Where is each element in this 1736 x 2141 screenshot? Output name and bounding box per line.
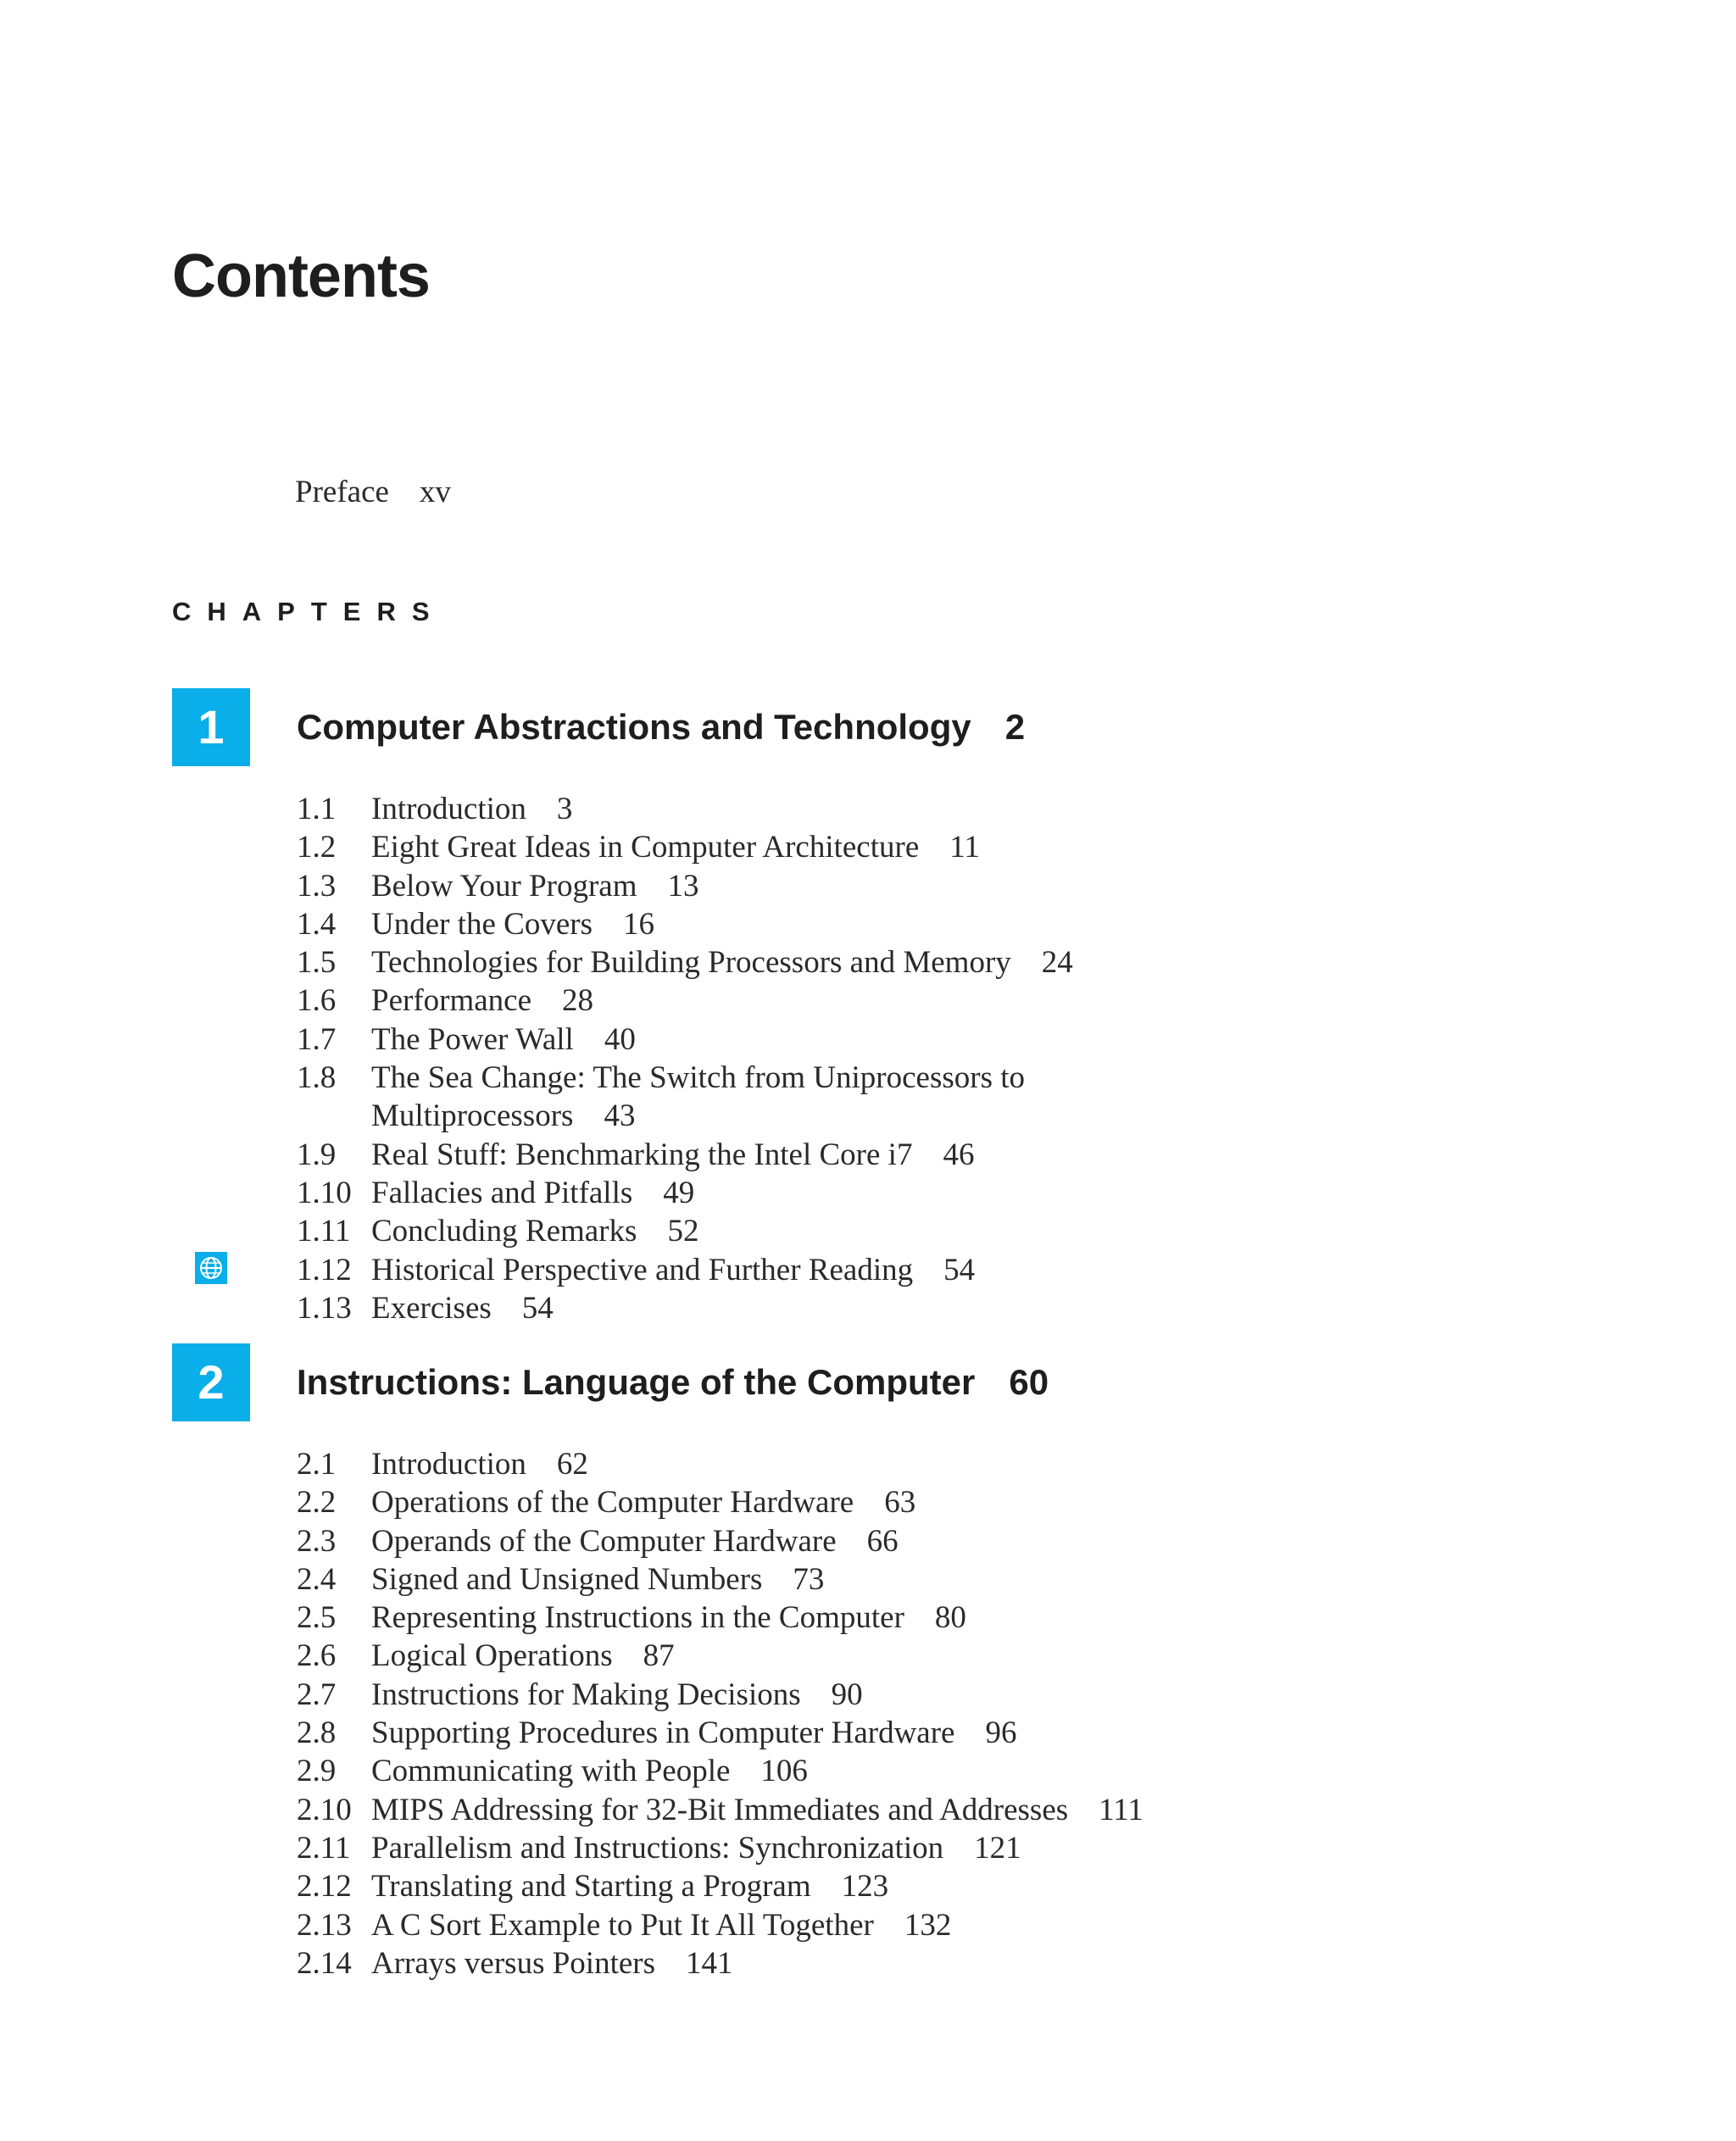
section-page: 40 xyxy=(604,1021,636,1057)
section-title: Technologies for Building Processors and Memory xyxy=(371,945,1011,981)
section-title: Below Your Program xyxy=(371,868,637,904)
section-number: 2.6 xyxy=(297,1638,337,1674)
section-number: 2.4 xyxy=(297,1561,337,1597)
section-page: 90 xyxy=(831,1677,863,1712)
section-title: Representing Instructions in the Computer xyxy=(371,1600,904,1636)
section-number: 1.3 xyxy=(297,868,337,904)
section-title: Instructions for Making Decisions xyxy=(371,1677,801,1712)
section-number: 1.5 xyxy=(297,945,337,981)
section-page: 111 xyxy=(1099,1792,1143,1827)
section-title: Supporting Procedures in Computer Hardware xyxy=(371,1716,955,1751)
chapter-2-title[interactable] xyxy=(297,1362,1049,1402)
section-title: Operations of the Computer Hardware xyxy=(371,1485,854,1521)
chapter-1-badge: 1 xyxy=(172,688,250,766)
section-title: Concluding Remarks xyxy=(371,1214,637,1249)
section-title: Introduction xyxy=(371,1447,526,1482)
section-title: Multiprocessors xyxy=(371,1098,574,1134)
section-title: A C Sort Example to Put It All Together xyxy=(371,1907,874,1943)
section-number: 2.10 xyxy=(297,1792,352,1827)
section-entry[interactable] xyxy=(297,1637,1143,1675)
section-number: 2.3 xyxy=(297,1523,337,1559)
section-entry[interactable] xyxy=(297,1251,1073,1289)
section-number xyxy=(297,1097,371,1135)
chapter-1-section-list xyxy=(297,790,1073,1327)
section-entry[interactable] xyxy=(297,1522,1143,1560)
section-title: Arrays versus Pointers xyxy=(371,1945,656,1981)
section-number: 1.13 xyxy=(297,1290,352,1326)
section-page: 73 xyxy=(793,1561,825,1597)
section-entry[interactable] xyxy=(297,943,1073,982)
section-page: 121 xyxy=(974,1830,1021,1866)
section-title: Logical Operations xyxy=(371,1638,613,1674)
section-title: Under the Covers xyxy=(371,906,593,942)
section-page: 62 xyxy=(556,1447,588,1482)
preface-page: xv xyxy=(419,475,451,509)
section-title: Real Stuff: Benchmarking the Intel Core i7 xyxy=(371,1137,913,1172)
section-entry[interactable] xyxy=(297,1791,1143,1829)
section-title: Signed and Unsigned Numbers xyxy=(371,1561,763,1597)
section-number: 1.9 xyxy=(297,1137,337,1172)
section-page: 52 xyxy=(667,1214,699,1249)
section-number: 1.10 xyxy=(297,1175,352,1210)
page-title: Contents xyxy=(172,242,430,310)
section-page: 49 xyxy=(663,1175,695,1210)
section-entry[interactable] xyxy=(297,1752,1143,1790)
section-entry[interactable] xyxy=(297,1059,1073,1097)
section-entry[interactable] xyxy=(297,1483,1143,1521)
section-title: Eight Great Ideas in Computer Architecture xyxy=(371,830,920,865)
section-page: 141 xyxy=(686,1945,733,1981)
section-number: 2.9 xyxy=(297,1754,337,1789)
section-number: 1.11 xyxy=(297,1214,351,1249)
section-title: Operands of the Computer Hardware xyxy=(371,1523,837,1559)
chapter-title-text: Computer Abstractions and Technology xyxy=(297,707,971,747)
section-number: 2.7 xyxy=(297,1677,337,1712)
section-number: 2.2 xyxy=(297,1485,337,1521)
section-number: 1.8 xyxy=(297,1060,337,1096)
section-title: Parallelism and Instructions: Synchronization xyxy=(371,1830,944,1866)
chapter-page: 60 xyxy=(1009,1362,1049,1402)
section-title: Communicating with People xyxy=(371,1754,731,1789)
section-number: 2.11 xyxy=(297,1830,351,1866)
section-number: 2.1 xyxy=(297,1447,337,1482)
section-page: 3 xyxy=(556,792,573,826)
section-number: 1.6 xyxy=(297,983,337,1019)
section-page: 66 xyxy=(866,1523,899,1559)
section-entry[interactable] xyxy=(297,1676,1143,1714)
section-entry[interactable] xyxy=(297,1714,1143,1752)
section-entry[interactable] xyxy=(297,1020,1073,1059)
section-page: 132 xyxy=(904,1907,952,1943)
section-title: The Sea Change: The Switch from Uniprocessors to xyxy=(371,1060,1026,1096)
section-entry[interactable] xyxy=(297,1829,1143,1867)
section-page: 43 xyxy=(604,1098,636,1134)
chapters-heading: CHAPTERS xyxy=(172,597,446,626)
section-entry[interactable] xyxy=(297,1212,1073,1250)
section-entry[interactable] xyxy=(297,1906,1143,1944)
chapter-2-badge: 2 xyxy=(172,1343,250,1421)
section-title: Fallacies and Pitfalls xyxy=(371,1175,633,1210)
preface-label: Preface xyxy=(295,475,389,509)
section-page: 106 xyxy=(760,1754,808,1789)
section-entry[interactable] xyxy=(297,1136,1073,1174)
section-page: 24 xyxy=(1041,945,1073,981)
section-number: 1.12 xyxy=(297,1252,352,1287)
section-page: 16 xyxy=(623,906,654,942)
section-page: 28 xyxy=(562,983,594,1019)
section-title: Historical Perspective and Further Reading xyxy=(371,1252,914,1287)
chapter-title-text: Instructions: Language of the Computer xyxy=(297,1362,976,1402)
chapter-2-section-list xyxy=(297,1445,1143,1983)
section-page: 80 xyxy=(934,1600,966,1636)
section-title: The Power Wall xyxy=(371,1021,574,1057)
section-page: 54 xyxy=(521,1290,554,1326)
section-title: Exercises xyxy=(371,1290,492,1326)
section-entry[interactable] xyxy=(297,1445,1143,1483)
globe-icon xyxy=(195,1252,227,1284)
section-title: Introduction xyxy=(371,792,526,826)
preface-entry[interactable] xyxy=(295,471,451,514)
section-page: 13 xyxy=(667,868,699,904)
section-title: Translating and Starting a Program xyxy=(371,1869,811,1905)
section-page: 54 xyxy=(943,1252,976,1287)
section-entry[interactable] xyxy=(297,828,1073,866)
section-entry[interactable] xyxy=(297,1560,1143,1599)
section-title: Performance xyxy=(371,983,532,1019)
section-page: 96 xyxy=(985,1716,1017,1751)
section-number: 2.14 xyxy=(297,1945,352,1981)
section-entry[interactable] xyxy=(297,1599,1143,1637)
section-number: 1.2 xyxy=(297,830,337,865)
chapter-1-title[interactable] xyxy=(297,709,1025,745)
section-entry[interactable] xyxy=(297,1174,1073,1212)
section-entry[interactable] xyxy=(297,867,1073,905)
section-number: 2.8 xyxy=(297,1716,337,1751)
section-page: 123 xyxy=(841,1869,889,1905)
section-number: 1.4 xyxy=(297,906,337,942)
section-entry[interactable] xyxy=(297,1289,1073,1327)
section-entry[interactable] xyxy=(297,790,1073,828)
section-entry[interactable] xyxy=(297,905,1073,943)
section-page: 63 xyxy=(884,1485,916,1521)
chapter-page: 2 xyxy=(1004,707,1026,747)
section-page: 46 xyxy=(943,1137,975,1172)
section-number: 1.7 xyxy=(297,1021,337,1057)
section-entry[interactable] xyxy=(297,982,1073,1020)
section-number: 2.13 xyxy=(297,1907,352,1943)
section-title: MIPS Addressing for 32-Bit Immediates and Addresses xyxy=(371,1792,1069,1827)
section-page: 11 xyxy=(949,830,980,865)
section-entry[interactable] xyxy=(297,1944,1143,1983)
section-page: 87 xyxy=(643,1638,675,1674)
section-entry[interactable] xyxy=(297,1867,1143,1905)
section-number: 2.12 xyxy=(297,1869,352,1905)
section-number: 1.1 xyxy=(297,792,337,826)
section-entry[interactable] xyxy=(297,1097,1073,1135)
section-number: 2.5 xyxy=(297,1600,337,1636)
